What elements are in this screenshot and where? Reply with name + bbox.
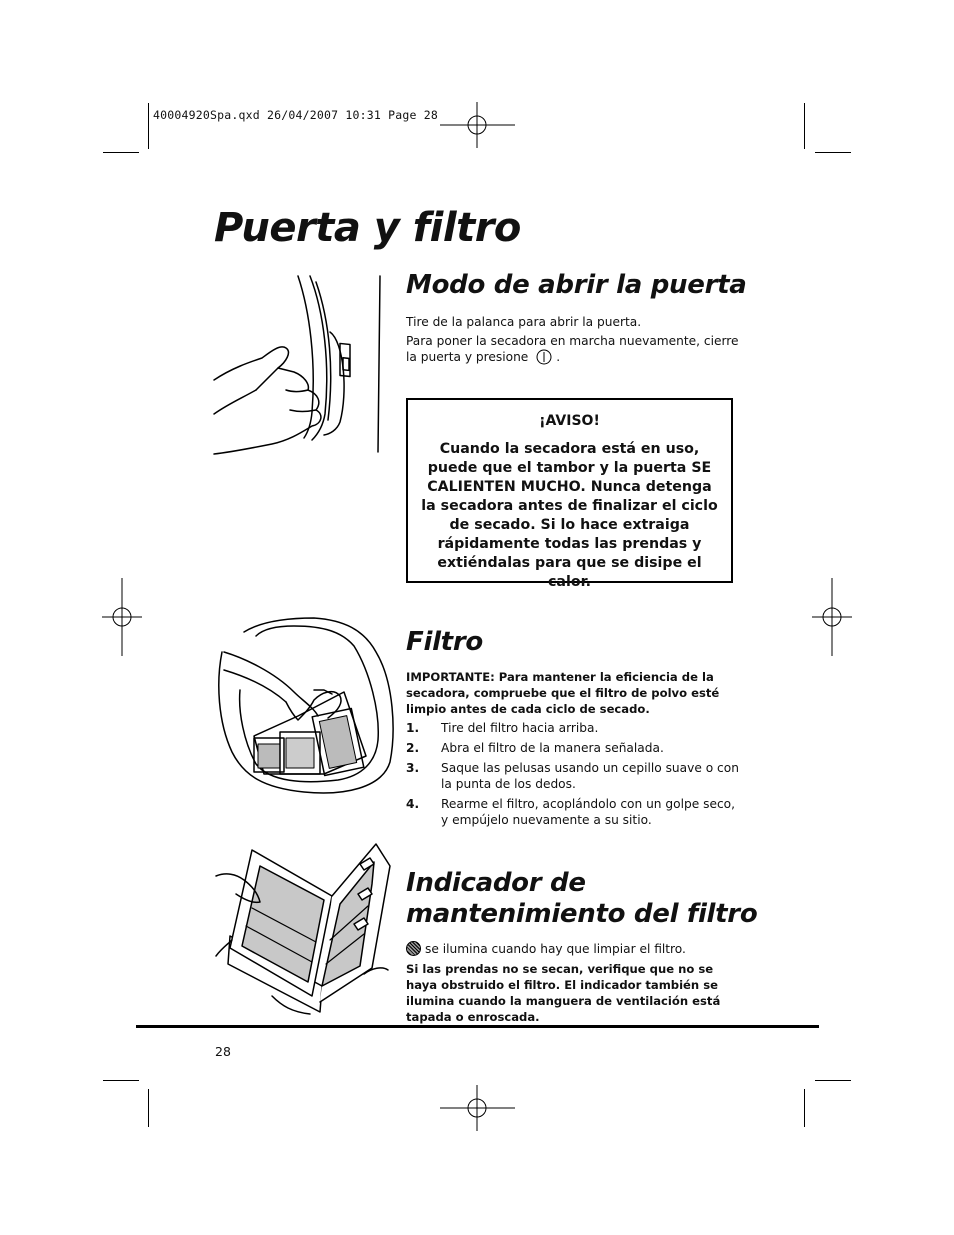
indicator-note: Si las prendas no se secan, verifique que no se haya obstruido el filtro. El indicador también se ilumina cuando la manguera de ventilación está tapada o enroscada. bbox=[406, 962, 721, 1024]
filter-section-heading: Filtro bbox=[406, 627, 483, 657]
door-opening-illustration bbox=[212, 272, 392, 457]
page-number: 28 bbox=[215, 1044, 231, 1059]
door-restart-instruction bbox=[406, 333, 741, 369]
step-text: Saque las pelusas usando un cepillo suave o con la punta de los dedos. bbox=[441, 761, 739, 791]
warning-body: Cuando la secadora está en uso, puede que el tambor y la puerta SE CALIENTEN MUCHO. Nunca detenga la secadora antes de finalizar el ciclo de secado. Si lo hace extraiga rápidamente todas las prendas y extiéndalas para que se disipe el calor. bbox=[421, 441, 718, 590]
indicator-heading-line1: Indicador de bbox=[406, 868, 586, 898]
page-title: Puerta y filtro bbox=[214, 205, 521, 251]
list-item bbox=[406, 720, 741, 736]
indicator-heading-line2: mantenimiento del filtro bbox=[406, 899, 758, 929]
registration-mark-top bbox=[440, 102, 515, 148]
step-text: Tire del filtro hacia arriba. bbox=[441, 721, 599, 735]
step-number: 2. bbox=[406, 741, 420, 755]
step-text: Abra el filtro de la manera señalada. bbox=[441, 741, 664, 755]
door-instruction: Tire de la palanca para abrir la puerta. bbox=[406, 315, 642, 329]
filter-important-note: IMPORTANTE: Para mantener la eficiencia de la secadora, compruebe que el filtro de polvo esté limpio antes de cada ciclo de secado. bbox=[406, 670, 720, 716]
print-slug: 40004920Spa.qxd 26/04/2007 10:31 Page 28 bbox=[153, 108, 438, 122]
filter-indicator-icon bbox=[406, 941, 421, 956]
step-number: 4. bbox=[406, 797, 420, 811]
door-restart-end: . bbox=[556, 350, 561, 364]
step-text: Rearme el filtro, acoplándolo con un golpe seco, y empújelo nuevamente a su sitio. bbox=[441, 797, 735, 827]
indicator-section-heading bbox=[406, 868, 757, 930]
step-number: 1. bbox=[406, 721, 420, 735]
registration-mark-bottom bbox=[440, 1085, 515, 1131]
filter-removal-illustration bbox=[214, 612, 396, 800]
indicator-description bbox=[406, 941, 741, 957]
footer-rule bbox=[136, 1025, 819, 1028]
registration-mark-left bbox=[102, 578, 142, 656]
indicator-lit-text: se ilumina cuando hay que limpiar el filtro. bbox=[425, 942, 686, 956]
filter-steps-list bbox=[406, 720, 741, 832]
filter-cleaning-illustration bbox=[212, 836, 396, 1018]
warning-box bbox=[406, 398, 733, 590]
warning-title: ¡AVISO! bbox=[539, 413, 600, 429]
door-restart-text: Para poner la secadora en marcha nuevamente, cierre la puerta y presione bbox=[406, 334, 739, 364]
list-item bbox=[406, 760, 741, 792]
list-item bbox=[406, 796, 741, 828]
registration-mark-right bbox=[812, 578, 852, 656]
step-number: 3. bbox=[406, 761, 420, 775]
power-button-icon bbox=[536, 349, 552, 369]
door-section-heading: Modo de abrir la puerta bbox=[406, 270, 747, 300]
list-item bbox=[406, 740, 741, 756]
